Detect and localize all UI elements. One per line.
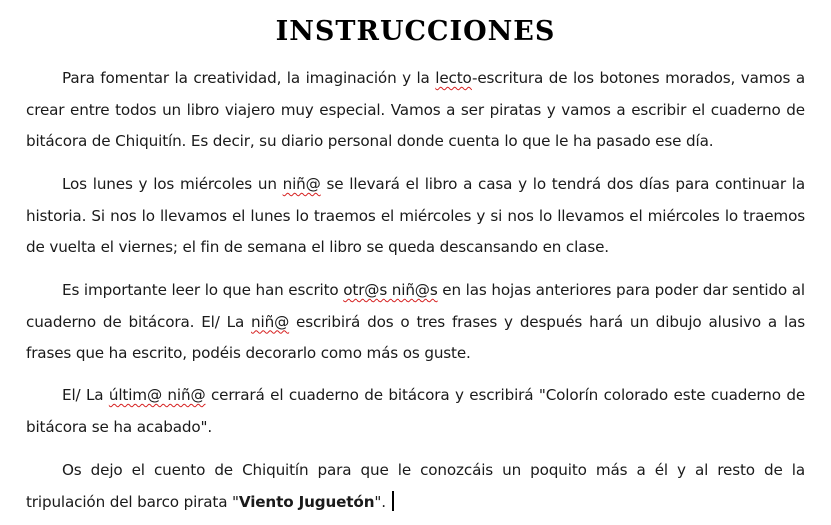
paragraph-3-text-c: en las hojas anteriores para poder dar sentido al cuaderno de bitácora. El/ La bbox=[26, 281, 805, 331]
spellcheck-word-nino-2: niñ@ bbox=[251, 312, 290, 331]
paragraph-1-text-a: Para fomentar la creatividad, la imaginación y la bbox=[62, 69, 436, 87]
spellcheck-words-ultimo-nino: últim@ niñ@ bbox=[108, 386, 206, 404]
paragraph-2-text-c: se llevará el libro a casa y lo tendrá dos días para continuar la historia. Si nos lo llevamos el lunes lo traemos el miércoles y si nos lo llevamos el miércoles lo traemos de vuelta el viernes; el fin de semana el libro se queda descansando en clase. bbox=[26, 175, 805, 256]
paragraph-2-text-a: Los lunes y los miércoles un bbox=[62, 175, 283, 193]
paragraph-5-text-a: Os dejo el cuento de Chiquitín para que le conozcáis un poquito más a él y al resto de la tripulación del barco pirata " bbox=[26, 461, 805, 511]
spellcheck-words-otros-ninos: otr@s niñ@s bbox=[343, 281, 438, 299]
paragraph-1-text-c: -escritura de los botones morados, vamos a crear entre todos un libro viajero muy especial. Vamos a ser piratas y vamos a escribir el cuaderno de bitácora de Chiquitín. Es decir, su diario personal donde cuenta lo que le ha pasado ese día. bbox=[26, 69, 805, 150]
paragraph-2 bbox=[26, 169, 805, 264]
spellcheck-word-lecto: lecto bbox=[435, 69, 472, 87]
text-cursor bbox=[392, 491, 394, 511]
paragraph-5 bbox=[26, 455, 805, 518]
spellcheck-word-nino: niñ@ bbox=[282, 175, 321, 193]
paragraph-4 bbox=[26, 380, 805, 443]
ship-name: Viento Juguetón bbox=[238, 492, 375, 511]
paragraph-3-text-a: Es importante leer lo que han escrito bbox=[62, 281, 344, 299]
paragraph-3 bbox=[26, 275, 805, 370]
paragraph-5-text-c: ". bbox=[374, 492, 386, 511]
paragraph-1 bbox=[26, 63, 805, 158]
paragraph-4-text-c: cerrará el cuaderno de bitácora y escribirá "Colorín colorado este cuaderno de bitácora se ha acabado". bbox=[26, 386, 806, 436]
paragraph-3-text-e: escribirá dos o tres frases y después hará un dibujo alusivo a las frases que ha escrito, podéis decorarlo como más os guste. bbox=[26, 312, 805, 362]
document-title: INSTRUCCIONES bbox=[275, 16, 556, 47]
paragraph-4-text-a: El/ La bbox=[62, 386, 109, 404]
